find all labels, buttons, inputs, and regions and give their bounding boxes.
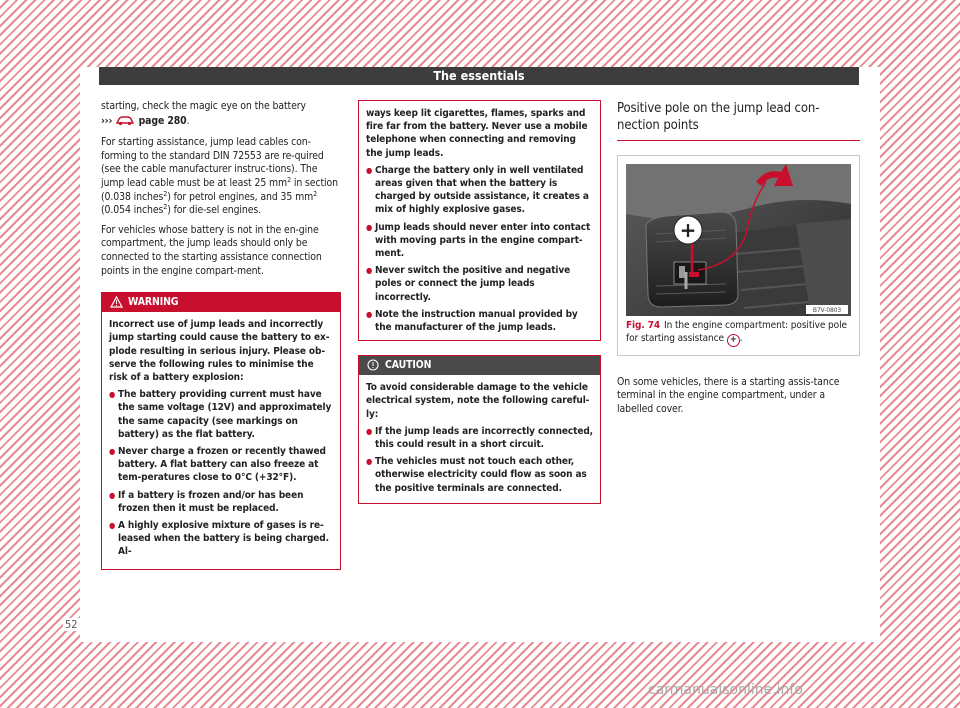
list-item: ● If the jump leads are incorrectly connected, this could result in a short circuit. (366, 425, 593, 451)
caution-box (358, 355, 601, 504)
column-3 (617, 100, 860, 422)
figure-box (617, 155, 860, 356)
warning-header: WARNING (102, 293, 340, 312)
paragraph-jump-lead-spec: For starting assistance, jump lead cables con-forming to the standard DIN 72553 are re-quired (see the cable manufacturer instruc-tions). The jump lead cable must be at least 25 $mm^2$ in section (0.038 inches$^2$) for petrol engines, and 35 $mm^2$ (0.054 inches$^2$) for die-sel engines. (101, 136, 338, 217)
caution-circle-icon (367, 359, 379, 371)
positive-pole-icon: + (727, 334, 740, 347)
paragraph-connection-points: For vehicles whose battery is not in the en-gine compartment, the jump leads should only be connected to the starting assistance connection points in the engine compart-ment. (101, 223, 322, 277)
cross-reference-link[interactable]: ››› page 280 (101, 115, 187, 127)
paragraph-starting-terminal: On some vehicles, there is a starting assis-tance terminal in the engine compartment, under a labelled cover. (617, 375, 840, 415)
warning-body-continued: ways keep lit cigarettes, flames, sparks and fire far from the battery. Never use a mobile telephone when connecting and removing the jump leads. ● Charge the battery only in well ventilated areas given that when the battery is charged by outside assistance, it creates a mix of highly explosive gases. ● Jump leads should never enter into contact with moving parts in the engine compart-ment. ● Never switch the positive and negative poles or connect the jump leads incorrectly. ● Note the instruction manual provided by the manufacturer of the jump leads. (359, 101, 600, 340)
figure-caption: Fig. 74 In the engine compartment: positive pole for starting assistance + . (626, 320, 847, 345)
list-item: ● Never switch the positive and negative poles or connect the jump leads incorrectly. (366, 264, 593, 304)
figure-code: B7V-0803 (812, 307, 842, 314)
list-item: ● Note the instruction manual provided by the manufacturer of the jump leads. (366, 308, 593, 334)
warning-triangle-icon (110, 296, 123, 308)
column-1 (101, 100, 341, 570)
warning-body: Incorrect use of jump leads and incorrectly jump starting could cause the battery to ex-plode resulting in serious injury. Please ob-serve the following rules to minimise the risk of a battery explosion: ● The battery providing current must have the same voltage (12V) and approximately the same capacity (see markings on battery) as the flat battery. ● Never charge a frozen or recently thawed battery. A flat battery can also freeze at tem-peratures close to 0°C (+32°F). ● If a battery is frozen and/or has been frozen then it must be replaced. ● A highly explosive mixture of gases is re-leased when the battery is being charged. Al- (102, 312, 340, 568)
page-number: 52 (65, 618, 78, 631)
list-item: ● Jump leads should never enter into contact with moving parts in the engine compart-ment. (366, 221, 593, 261)
list-item: ● Charge the battery only in well ventilated areas given that when the battery is charged by outside assistance, it creates a mix of highly explosive gases. (366, 164, 593, 217)
warning-box (101, 292, 341, 569)
list-item: ● Never charge a frozen or recently thawed battery. A flat battery can also freeze at tem-peratures close to 0°C (+32°F). (109, 445, 333, 485)
list-item: ● The battery providing current must have the same voltage (12V) and approximately the same capacity (see markings on battery) as the flat battery. (109, 388, 333, 441)
page-header: The essentials (99, 67, 859, 85)
engine-compartment-figure (626, 164, 851, 316)
figure-number: Fig. 74 (626, 320, 661, 331)
warning-box-continued (358, 100, 601, 341)
paragraph-magic-eye: starting, check the magic eye on the battery ››› page 280. (101, 100, 341, 130)
caution-body: To avoid considerable damage to the vehicle electrical system, note the following careful-ly: ● If the jump leads are incorrectly connected, this could result in a short circuit. ● The vehicles must not touch each other, otherwise electricity could flow as soon as the positive terminals are connected. (359, 375, 600, 503)
list-item: ● If a battery is frozen and/or has been frozen then it must be replaced. (109, 489, 333, 515)
list-item: ● A highly explosive mixture of gases is re-leased when the battery is being charged. Al- (109, 519, 333, 559)
watermark: carmanualsonline.info (648, 682, 803, 698)
list-item: ● The vehicles must not touch each other, otherwise electricity could flow as soon as the positive terminals are connected. (366, 455, 593, 495)
caution-header: CAUTION (359, 356, 600, 375)
section-title: Positive pole on the jump lead con-nection points (617, 100, 860, 141)
column-2 (358, 100, 601, 504)
figure-plus-label: + (679, 218, 697, 242)
car-warning-icon (115, 114, 135, 131)
